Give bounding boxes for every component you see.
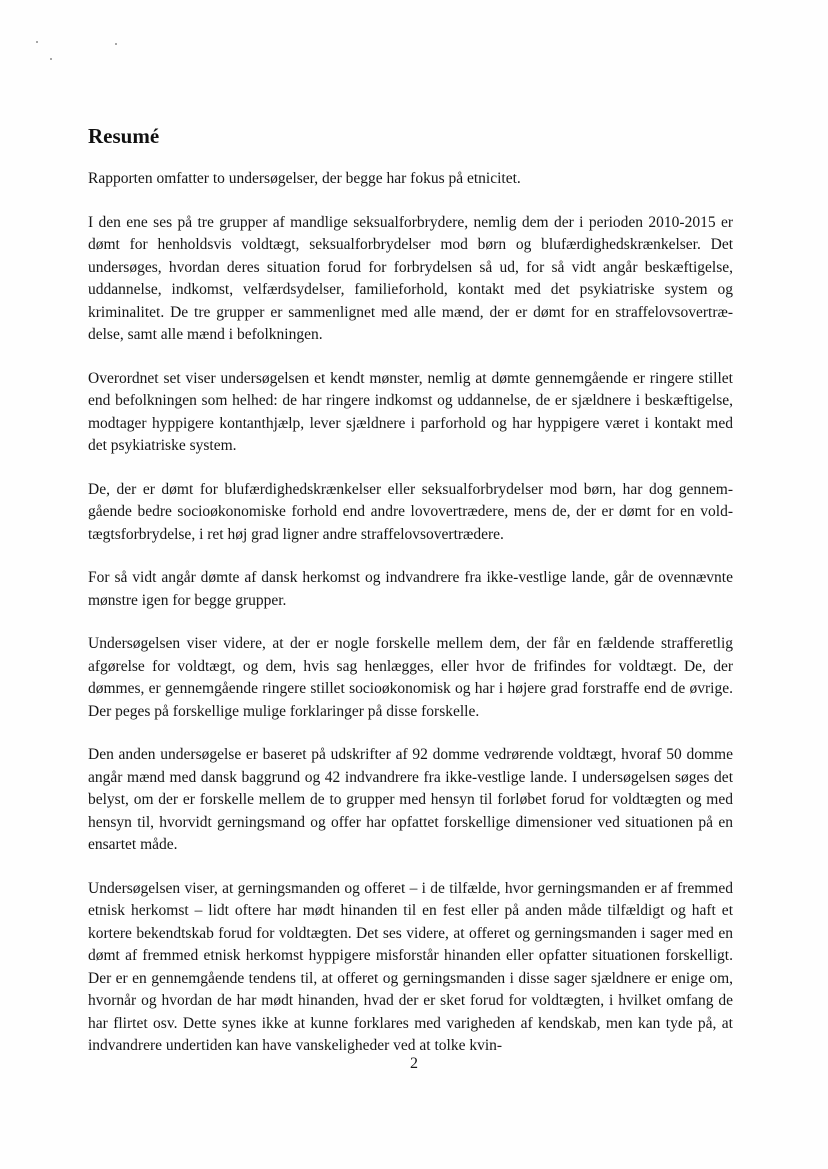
paragraph: Undersøgelsen viser, at gerningsmanden og offeret – i de tilfælde, hvor gerningsmanden er af fremmed etnisk herkomst – lidt oftere har mødt hinanden til en fest eller på anden måde tilfældigt og haft et kortere bekendtskab forud for voldtægten. Det ses videre, at offeret og gerningsmanden i sager med en dømt af fremmed etnisk herkomst hyppigere misforstår hinanden eller opfatter situationen forskelligt. Der er en gennemgående tendens til, at offeret og gerningsmanden i disse sager sjældnere er enige om, hvornår og hvordan de har mødt hinanden, hvad der er sket forud for voldtægten, i hvilket omfang de har flirtet osv. Dette synes ikke at kunne forklares med varigheden af kendskab, men kan tyde på, at indvandrere undertiden kan have vanskeligheder ved at tolke kvin- bbox=[88, 879, 733, 1054]
document-body bbox=[88, 122, 733, 1079]
page-number: 2 bbox=[410, 1055, 418, 1072]
scan-speck bbox=[50, 58, 52, 60]
paragraph: De, der er dømt for blufærdighedskrænkelser eller seksualforbrydelser mod børn, har dog gennemgående bedre socioøkonomiske forhold end andre lovovertrædere, mens de, der er dømt for en voldtægtsforbrydelse, i ret høj grad ligner andre straffelovsovertrædere. bbox=[88, 480, 733, 543]
paragraph: I den ene ses på tre grupper af mandlige seksualforbrydere, nemlig dem der i perioden 2010-2015 er dømt for henholdsvis voldtægt, seksualforbrydelser mod børn og blufærdighedskrænkelser. Det undersøges, hvordan deres situation forud for forbrydelsen så ud, for så vidt angår beskæftigelse, uddannelse, indkomst, velfærdsydelser, familieforhold, kontakt med det psykiatriske system og kriminalitet. De tre grupper er sammenlignet med alle mænd, der er dømt for en straffelovsovertrædelse, samt alle mænd i befolkningen. bbox=[88, 213, 733, 343]
paragraph: Undersøgelsen viser videre, at der er nogle forskelle mellem dem, der får en fældende strafferetlig afgørelse for voldtægt, og dem, hvis sag henlægges, eller hvor de frifindes for voldtægt. De, der dømmes, er gennemgående ringere stillet socioøkonomisk og har i højere grad forstraffe end de øvrige. Der peges på forskellige mulige forklaringer på disse forskelle. bbox=[88, 635, 733, 720]
paragraph: For så vidt angår dømte af dansk herkomst og indvandrere fra ikke-vestlige lande, går de ovennævnte mønstre igen for begge grupper. bbox=[88, 569, 733, 609]
scan-speck bbox=[36, 41, 38, 43]
scan-speck bbox=[115, 43, 117, 45]
paragraph: Den anden undersøgelse er baseret på udskrifter af 92 domme vedrørende voldtægt, hvoraf 50 domme angår mænd med dansk baggrund og 42 indvandrere fra ikke-vestlige lande. I undersøgelsen søges det belyst, om der er forskelle mellem de to grupper med hensyn til forløbet forud for voldtægten og med hensyn til, hvorvidt gerningsmand og offer har opfattet forskellige dimensioner ved situationen på en ensartet måde. bbox=[88, 746, 733, 853]
page-title: Resumé bbox=[88, 124, 160, 148]
paragraph: Rapporten omfatter to undersøgelser, der begge har fokus på etnicitet. bbox=[88, 170, 521, 187]
paragraph: Overordnet set viser undersøgelsen et kendt mønster, nemlig at dømte gennemgående er ringere stillet end befolkningen som helhed: de har ringere indkomst og uddannelse, de er sjældnere i beskæftigelse, modtager hyppigere kontanthjælp, lever sjældnere i parforhold og har hyppigere været i kontakt med det psykiatriske system. bbox=[88, 369, 733, 454]
